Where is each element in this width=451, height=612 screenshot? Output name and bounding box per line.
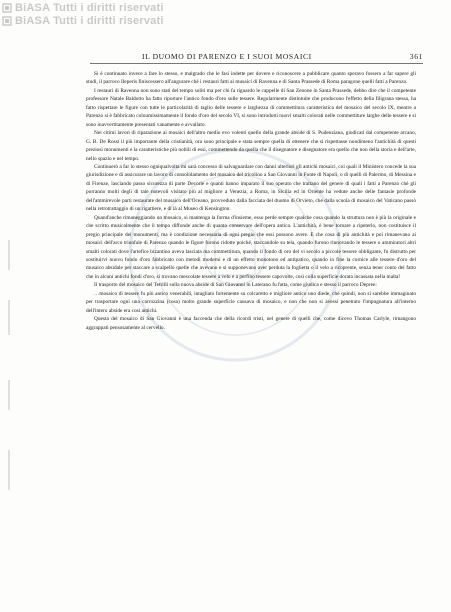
banner-line <box>2 1 164 14</box>
body-text <box>86 70 416 332</box>
paragraph: Il trasporto del mosaico del Tetrilli sulla nuova abside di San Giovanni in Laterano fu fatta, come giudica e stesso il parroco Depree: <box>94 282 377 289</box>
banner-text: BiASA Tutti i diritti riservati <box>15 14 164 27</box>
running-title: IL DUOMO DI PARENZO E I SUOI MOSAICI <box>142 52 312 61</box>
biasa-logo-icon <box>2 3 12 13</box>
banner-text: BiASA Tutti i diritti riservati <box>15 1 164 14</box>
banner-line <box>2 14 164 27</box>
biasa-logo-icon <box>2 16 12 26</box>
paragraph: Quand'anche rimaneggiando un mosaico, si mantenga la forma d'insieme, esso perde sempre qualche cosa quando la struttura non è più la originale e che scritto musicalmente che il tempo diffonde anche di quanto conservare dell'opera antica. L'antichità, è bene tornare a ripeterlo, non costituisce il pregio principale dei monumenti, ma è condizione necessaria di ogni pregio che essi possono avere. E che cosa di più antichità e poi rimanevano ai mosaici dell'arco trionfale di Parenzo quando le figure furono ridotte poiché, staccandole su tela, quando furono rinnovando le tessere o ammiratori altri smalti colorati dove l'artefice bizantino aveva lasciata ma commettitura, quando il fondo di oro del vi secolo a piccole tessere obbligante, fu distrutto per sostituirvi nuovo fondo d'oro fabbricato con metodi moderni e di un effetto monotono ed antipatico, quando in fine la cornice alle tessere d'oro del musaico absidale per staccare a scalpello quelle che avevano e si supponevano aver perduta la foglietta o il velo a ricoprente, senza tener conto del fatto che in alcuni antichi fondi d'oro, si trovano mescolate tessere a velo e a perfino tessere capovolte, così colla superficie dorata incassata nella malta! <box>86 214 416 280</box>
paragraph: Questa del mosaico di San Giovanni è una faccenda che della ricordi tristi, nel genere di quelli che, come dicevo Thomas Carlyle, rimangono aggrappati pensosamente al cervello. <box>86 316 416 331</box>
paragraph: Nei citimi lavori di riparazione ai mosaici dell'altro medio evo volenti quello della grande abside di S. Pudenziana, giudicati dal competente arcano, G. B. De Rossi il più importante della cristianità, ora sono principale e stata sempre quella di ottenere che si rispettasse nondimeno l'antichità di questi preziosi monumenti e la caratteristiche più nobili di essi, commettendo da quella che il disegnatore e disegnatore era quello che non della storia e dell'arte, nello spazio e nel tempo. <box>86 130 416 162</box>
watermark-banner <box>2 1 164 27</box>
paragraph: I restauri di Ravenna non sono stati del tempo soliti ma per chi fa riguardo le cappelle di San Zenone in Santa Prassede, debbo dire che il competente professore Natale Baldotto ha fatto riportare l'antico fondo d'oro sulle tessere. Regolarmente distintuite che producono l'effetto della filigrana stessa, ha fatto rispettare le figure con tutte le particolarità di taglio delle tessere e larghezza di commettitura caratteristica del mosaico del secolo IX, mentre a Parenzo si è fabbricato coloumissimamente il fondo d'oro del secolo VI, si sono introdotti nuovi smalti colorati nelle commettiture larghe delle tessere e si sono inavvertitamente presentati vanamente e avvallato. <box>86 87 416 128</box>
paragraph: Continuerò a far lo stesso ogniqualvolta mi sarà concesso di salvaguardare con danni ulteriori gli antichi mosaici, coi quali il Ministero concede la sua giurisdizione e di assicurare un lavoro di consolidamento del mosaico del tricolino a San Giovanni in Fonte di Napoli, o di quelli di Palermo, di Messina e di Firenze, lasciando passo sicurezza di parte Decorie e quanti hanno imparato il suo operato che trattano del genere di quali i fatti a Parenzo chè gli porranno molti degli di tale notevoli visitato più al migliore a Venezia, a Roma, in Sicilia ed in Oriente ha vedute anche delle fantasie profonde dell'ammirevole parti restaurate del musaico dell'Oceano, provveduto dalla facciata del duomo di Orvieto, che dalla scuola di mosaico del Vaticano passò nella retrotrattaggio di un rigattiere, e di là al Museo di Kensington. <box>86 163 416 213</box>
paragraph: Si è continuato invece a fare lo stesso, e malgrado che le fasi indette per dovere e riconoscere a pubblicare quanto speravo fossero a far sapere gli studi, il parroco Ileperis finiscessero all'angurare chè i restauri fatti ai musaici di Ravenna e di Santa Prassede di Roma paragone quelli fatti a Parenzo. <box>86 71 416 86</box>
binding-edge-marks <box>7 240 12 520</box>
running-header <box>90 52 423 64</box>
page-number: 361 <box>409 52 423 61</box>
paragraph: …mosaico di tessere fu più antico venerabili, intagliato fortemente su colcaretto e migliore antico uno diede, chè quindi, non si sarebbe immaginato per trasportare ogni una carrozzina (cosa) molto grande superficie causava di mosaico, e non che non si avessi penetrato l'impugnatura all'interno dell'intero abside era così antichi. <box>86 290 416 314</box>
